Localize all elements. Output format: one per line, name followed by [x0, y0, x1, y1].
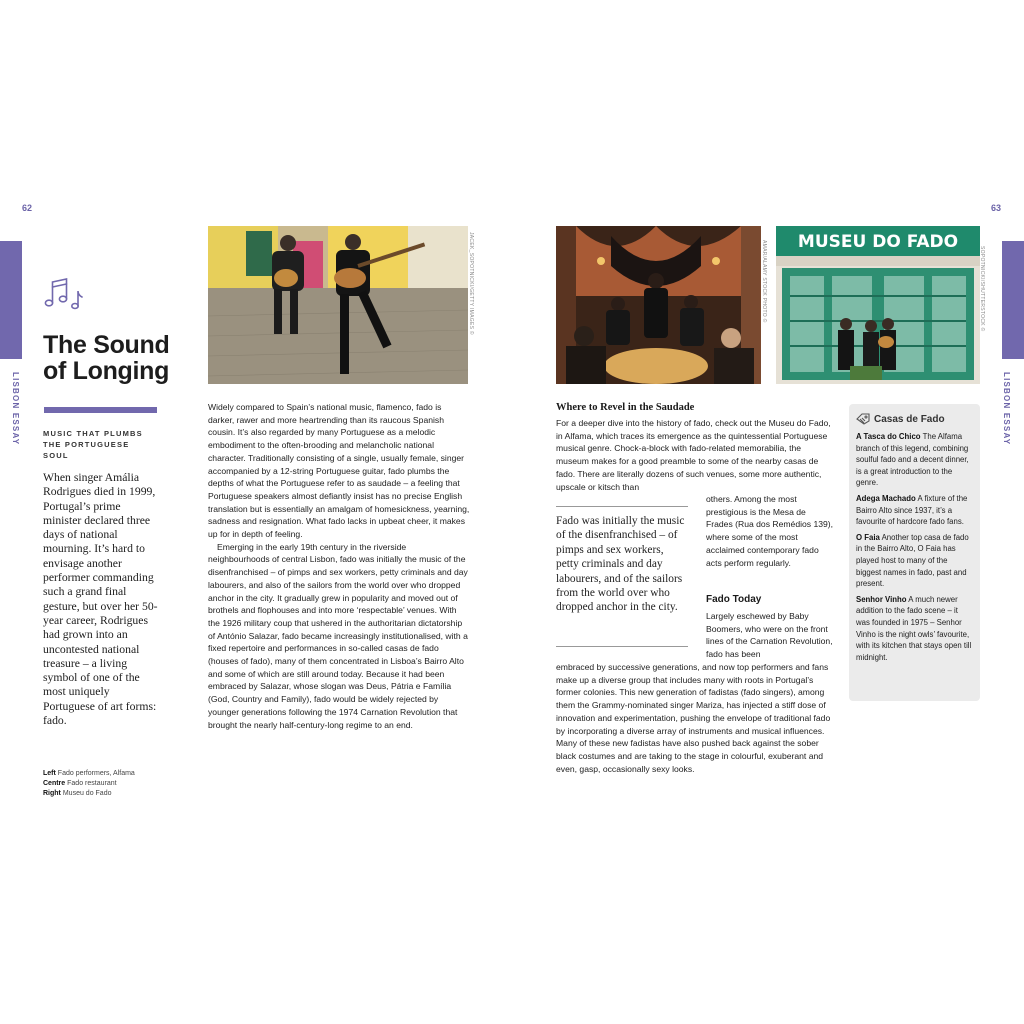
- photo-fado-performers: [208, 226, 468, 384]
- section-tab-left: [0, 241, 22, 359]
- sidebar-entry-tasca-do-chico: A Tasca do Chico The Alfama branch of this legend, combining soulful fado and a decent dinner, is a great introduction to the genre.: [856, 432, 969, 488]
- caption-centre: Centre Fado restaurant: [43, 780, 117, 787]
- sidebar-entry-adega-machado: Adega Machado A fixture of the Bairro Alto since 1937, it’s a favourite of hardcore fado fans.: [856, 493, 968, 527]
- photo-museu-do-fado: [776, 226, 980, 384]
- photo-credit-left: JACEK_SOPOTNICKI/GETTY IMAGES ©: [468, 232, 474, 335]
- section-tab-right: [1002, 241, 1024, 359]
- fado-today-paragraph: embraced by successive generations, and now top performers and fans make up a diverse group that includes many with roots in Portugal’s former colonies. This new generation of fadistas (fado singers), among them the Grammy-nominated singer Mariza, has injected a stiff dose of innovation and experimentation, pushing the envelope of traditional fado by incorporating a diverse array of instruments and musical influences. Many of these new fadistas have also pushed back against the sober black costumes and are taking to the stage in colourful, exuberant and even, gasp, occasionally sexy looks.: [556, 662, 831, 774]
- body-paragraph-1: Widely compared to Spain’s national music, flamenco, fado is darker, rawer and more heartrending than its raucous Spanish cousin. It’s also regarded by many Portuguese as a melodic embodiment to the often-brooding and melancholic national character. Traditionally consisting of a single, usually female, singer accompanied by a 12-string Portuguese guitar, fado plumbs the depths of what the Portuguese refer to as saudade – a feeling that Portuguese speakers almost defiantly insist has no precise English translation but is essentially an amalgam of homesickness, yearning, sadness and resignation. What fado lacks in upbeat cheer, it makes up for in depth of feeling.: [208, 402, 470, 540]
- body-column-left: [208, 401, 470, 731]
- heading-fado-today: Fado Today: [706, 594, 762, 605]
- caption-left: Left Fado performers, Alfama: [43, 770, 135, 777]
- sidebar-entry-o-faia: O Faia Another top casa de fado in the Bairro Alto, O Faia has played host to many of the biggest names in fado, past and present.: [856, 532, 969, 589]
- photo-captions: [43, 769, 193, 799]
- photo-credit-centre: AMAR/ALAMY STOCK PHOTO ©: [761, 240, 767, 323]
- revel-continued-paragraph: others. Among the most prestigious is the Mesa de Frades (Rua dos Remédios 139), where some of the most acclaimed contemporary fado acts perform regularly.: [706, 494, 834, 568]
- revel-intro-paragraph: For a deeper dive into the history of fado, check out the Museu do Fado, in Alfama, which traces its emergence as the quintessential Portuguese musical genre. Chock-a-block with fado-related memorabilia, the museum makes for a good preamble to some of the nearby casas de fado. There are literally dozens of such venues, some more authentic, upscale or kitsch than: [556, 418, 831, 492]
- heading-where-to-revel: Where to Revel in the Saudade: [556, 402, 695, 413]
- section-label-right: LISBON ESSAY: [1002, 372, 1011, 446]
- article-title: The Sound of Longing: [43, 331, 170, 385]
- ticket-icon: [856, 413, 870, 425]
- photo-fado-restaurant: [556, 226, 761, 384]
- section-label-left: LISBON ESSAY: [11, 372, 20, 446]
- pull-quote: Fado was initially the music of the disenfranchised – of pimps and sex workers, petty criminals and day labourers, and of the sailors from the world over who dropped anchor in the city.: [556, 506, 688, 647]
- body-paragraph-2: Emerging in the early 19th century in the riverside neighbourhoods of central Lisbon, fado was initially the music of the disenfranchised – of pimps and sex workers, petty criminals and day labourers, and also of the sailors from the world over who dropped anchor in the city. It gradually grew in popularity and moved out of brothels and flophouses and into more ‘respectable’ venues. With the 1926 military coup that ushered in the authoritarian dictatorship of António Salazar, fado became increasingly institutionalised, with a fixed repertoire and performances in so-called casas de fado (houses of fado), many of them concentrated in Lisboa’s Bairro Alto and some of which are still around today. Because it had been embraced by Salazar, whose slogan was Deus, Pátria e Família (God, Country and Family), fado would be widely rejected by younger generations following the 1974 Carnation Revolution that brought the nearly half-century-long regime to an end.: [208, 541, 468, 730]
- kicker-subtitle: MUSIC THAT PLUMBS THE PORTUGUESE SOUL: [43, 429, 143, 460]
- page-number-right: 63: [991, 203, 1002, 213]
- photo-credit-right: SOPOTNICKI/SHUTTERSTOCK ©: [979, 246, 985, 332]
- page-number-left: 62: [22, 203, 33, 213]
- caption-right: Right Museu do Fado: [43, 790, 112, 797]
- intro-paragraph: When singer Amália Rodrigues died in 1999, Portugal’s prime minister declared three days of national mourning. It’s hard to envisage another performer commanding such a grand final gesture, but over her 50-year career, Rodrigues had grown into an uncontested national treasure – a living symbol of one of the most uniquely Portuguese of art forms: fado.: [43, 471, 158, 728]
- title-rule: [44, 407, 157, 413]
- casas-de-fado-sidebar: [849, 404, 980, 701]
- sidebar-entry-senhor-vinho: Senhor Vinho A much newer addition to the fado scene – it was founded in 1975 – Senhor Vinho is the night owls’ favourite, with its kitchen that stays open till midnight.: [856, 594, 972, 662]
- museum-sign-text: MUSEU DO FADO: [797, 232, 959, 252]
- music-notes-icon: [43, 277, 83, 311]
- sidebar-title: Casas de Fado: [856, 413, 973, 425]
- fado-today-column-text: Largely eschewed by Baby Boomers, who were on the front lines of the Carnation Revolution, fado has been: [706, 611, 833, 660]
